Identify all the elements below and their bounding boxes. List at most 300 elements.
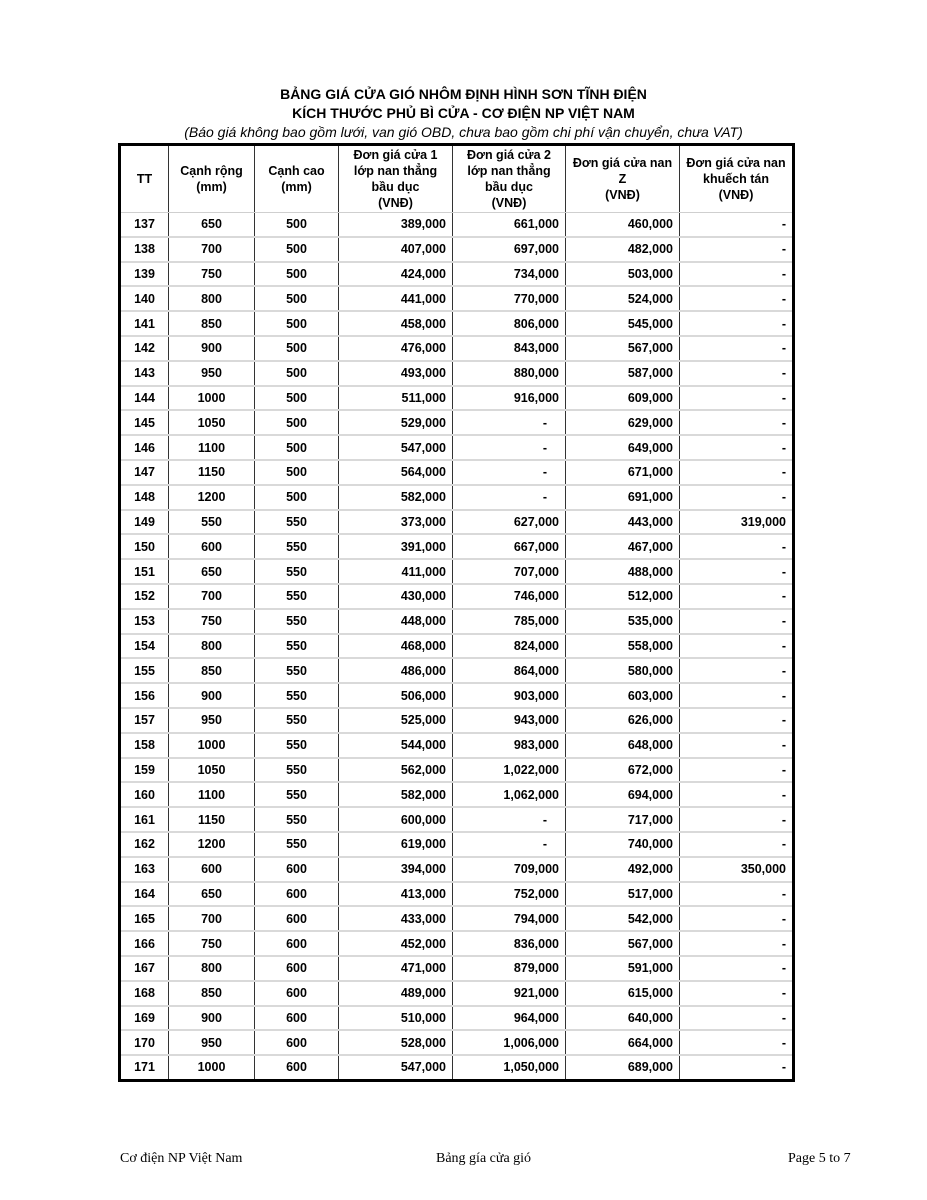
header-price-2-layer — [453, 145, 566, 213]
table-row — [120, 460, 794, 485]
cell-price-diffuser: - — [680, 485, 794, 510]
cell-width: 1100 — [169, 435, 255, 460]
header-price-1-layer — [339, 145, 453, 213]
cell-price-diffuser: - — [680, 931, 794, 956]
cell-width: 800 — [169, 956, 255, 981]
cell-price-z: 467,000 — [566, 534, 680, 559]
cell-price-z: 640,000 — [566, 1006, 680, 1031]
cell-price-2-layer: - — [453, 832, 566, 857]
cell-price-2-layer: 734,000 — [453, 262, 566, 287]
table-row — [120, 609, 794, 634]
table-row — [120, 882, 794, 907]
cell-height: 500 — [255, 361, 339, 386]
cell-tt: 159 — [120, 758, 169, 783]
cell-price-z: 580,000 — [566, 658, 680, 683]
cell-price-2-layer: 770,000 — [453, 286, 566, 311]
cell-price-z: 671,000 — [566, 460, 680, 485]
cell-width: 650 — [169, 559, 255, 584]
cell-price-1-layer: 525,000 — [339, 708, 453, 733]
cell-tt: 154 — [120, 634, 169, 659]
cell-price-1-layer: 441,000 — [339, 286, 453, 311]
table-row — [120, 559, 794, 584]
cell-price-diffuser: - — [680, 361, 794, 386]
table-row — [120, 906, 794, 931]
cell-price-diffuser: - — [680, 956, 794, 981]
cell-price-diffuser: - — [680, 981, 794, 1006]
cell-price-2-layer: 794,000 — [453, 906, 566, 931]
table-row — [120, 1006, 794, 1031]
cell-price-diffuser: - — [680, 882, 794, 907]
cell-height: 550 — [255, 534, 339, 559]
cell-price-z: 629,000 — [566, 410, 680, 435]
header-text-line: (VNĐ) — [491, 196, 527, 210]
cell-tt: 155 — [120, 658, 169, 683]
table-row — [120, 658, 794, 683]
cell-price-z: 488,000 — [566, 559, 680, 584]
cell-height: 550 — [255, 634, 339, 659]
cell-tt: 165 — [120, 906, 169, 931]
cell-width: 950 — [169, 361, 255, 386]
cell-height: 550 — [255, 807, 339, 832]
cell-width: 700 — [169, 906, 255, 931]
cell-price-1-layer: 582,000 — [339, 485, 453, 510]
cell-tt: 167 — [120, 956, 169, 981]
cell-price-z: 691,000 — [566, 485, 680, 510]
cell-tt: 163 — [120, 857, 169, 882]
header-text-line: (VNĐ) — [378, 196, 413, 210]
cell-price-1-layer: 529,000 — [339, 410, 453, 435]
header-text-line: bầu dục — [371, 180, 420, 194]
table-row — [120, 485, 794, 510]
cell-width: 850 — [169, 311, 255, 336]
cell-height: 600 — [255, 906, 339, 931]
cell-price-2-layer: 1,050,000 — [453, 1055, 566, 1080]
table-row — [120, 981, 794, 1006]
cell-price-z: 649,000 — [566, 435, 680, 460]
cell-price-z: 558,000 — [566, 634, 680, 659]
cell-price-diffuser: - — [680, 460, 794, 485]
cell-price-diffuser: - — [680, 286, 794, 311]
cell-price-1-layer: 407,000 — [339, 237, 453, 262]
cell-price-2-layer: 667,000 — [453, 534, 566, 559]
cell-price-2-layer: 879,000 — [453, 956, 566, 981]
document-title-block — [0, 85, 927, 142]
cell-price-diffuser: 319,000 — [680, 510, 794, 535]
cell-price-1-layer: 413,000 — [339, 882, 453, 907]
table-row — [120, 1055, 794, 1080]
cell-price-1-layer: 544,000 — [339, 733, 453, 758]
cell-width: 600 — [169, 534, 255, 559]
cell-height: 600 — [255, 857, 339, 882]
cell-price-2-layer: 864,000 — [453, 658, 566, 683]
cell-width: 850 — [169, 658, 255, 683]
cell-price-z: 545,000 — [566, 311, 680, 336]
cell-price-diffuser: - — [680, 758, 794, 783]
cell-price-z: 609,000 — [566, 386, 680, 411]
table-row — [120, 534, 794, 559]
cell-price-z: 460,000 — [566, 213, 680, 237]
cell-price-2-layer: 697,000 — [453, 237, 566, 262]
cell-height: 500 — [255, 386, 339, 411]
cell-price-z: 626,000 — [566, 708, 680, 733]
cell-price-z: 492,000 — [566, 857, 680, 882]
cell-width: 900 — [169, 1006, 255, 1031]
cell-width: 1000 — [169, 733, 255, 758]
cell-tt: 168 — [120, 981, 169, 1006]
cell-width: 650 — [169, 213, 255, 237]
cell-height: 550 — [255, 683, 339, 708]
cell-height: 550 — [255, 832, 339, 857]
cell-price-diffuser: - — [680, 658, 794, 683]
cell-price-2-layer: - — [453, 485, 566, 510]
cell-price-z: 482,000 — [566, 237, 680, 262]
cell-tt: 161 — [120, 807, 169, 832]
cell-width: 700 — [169, 237, 255, 262]
cell-price-z: 535,000 — [566, 609, 680, 634]
cell-price-diffuser: - — [680, 733, 794, 758]
table-row — [120, 807, 794, 832]
cell-height: 500 — [255, 435, 339, 460]
cell-height: 500 — [255, 286, 339, 311]
cell-price-1-layer: 511,000 — [339, 386, 453, 411]
document-title: BẢNG GIÁ CỬA GIÓ NHÔM ĐỊNH HÌNH SƠN TĨNH ĐIỆN — [280, 86, 647, 102]
cell-width: 750 — [169, 262, 255, 287]
header-text-line: (mm) — [196, 180, 227, 194]
cell-price-1-layer: 600,000 — [339, 807, 453, 832]
cell-price-diffuser: - — [680, 262, 794, 287]
cell-tt: 140 — [120, 286, 169, 311]
cell-tt: 166 — [120, 931, 169, 956]
cell-tt: 171 — [120, 1055, 169, 1080]
header-text-line: Cạnh rộng — [180, 164, 243, 178]
cell-height: 500 — [255, 336, 339, 361]
cell-price-z: 517,000 — [566, 882, 680, 907]
header-text-line: (VNĐ) — [605, 188, 640, 202]
cell-price-1-layer: 510,000 — [339, 1006, 453, 1031]
header-text-line: Đơn giá cửa nan — [572, 156, 673, 170]
header-text-line: Đơn giá cửa 1 — [353, 148, 438, 162]
cell-height: 550 — [255, 758, 339, 783]
cell-width: 1000 — [169, 1055, 255, 1080]
table-row — [120, 683, 794, 708]
cell-price-2-layer: 661,000 — [453, 213, 566, 237]
cell-price-diffuser: - — [680, 435, 794, 460]
cell-price-diffuser: - — [680, 213, 794, 237]
cell-price-2-layer: 806,000 — [453, 311, 566, 336]
cell-height: 600 — [255, 931, 339, 956]
cell-price-2-layer: 1,062,000 — [453, 782, 566, 807]
cell-price-1-layer: 582,000 — [339, 782, 453, 807]
table-row — [120, 510, 794, 535]
table-row — [120, 857, 794, 882]
cell-price-diffuser: - — [680, 683, 794, 708]
cell-price-diffuser: - — [680, 237, 794, 262]
cell-width: 900 — [169, 683, 255, 708]
cell-price-z: 664,000 — [566, 1030, 680, 1055]
table-row — [120, 832, 794, 857]
cell-price-2-layer: 903,000 — [453, 683, 566, 708]
cell-price-1-layer: 493,000 — [339, 361, 453, 386]
cell-price-z: 591,000 — [566, 956, 680, 981]
cell-price-z: 587,000 — [566, 361, 680, 386]
cell-width: 950 — [169, 1030, 255, 1055]
cell-price-1-layer: 547,000 — [339, 435, 453, 460]
cell-width: 600 — [169, 857, 255, 882]
header-text-line: Đơn giá cửa nan — [686, 156, 786, 170]
cell-price-1-layer: 506,000 — [339, 683, 453, 708]
cell-tt: 158 — [120, 733, 169, 758]
header-text-line: (VNĐ) — [718, 188, 754, 202]
cell-width: 800 — [169, 634, 255, 659]
cell-price-z: 694,000 — [566, 782, 680, 807]
table-row — [120, 237, 794, 262]
cell-price-diffuser: - — [680, 336, 794, 361]
cell-price-z: 542,000 — [566, 906, 680, 931]
cell-tt: 151 — [120, 559, 169, 584]
cell-tt: 170 — [120, 1030, 169, 1055]
table-row — [120, 286, 794, 311]
cell-tt: 148 — [120, 485, 169, 510]
cell-width: 1150 — [169, 460, 255, 485]
cell-price-diffuser: - — [680, 1006, 794, 1031]
cell-tt: 145 — [120, 410, 169, 435]
cell-price-1-layer: 394,000 — [339, 857, 453, 882]
cell-price-1-layer: 458,000 — [339, 311, 453, 336]
price-table — [118, 143, 795, 1082]
header-text-line: bầu dục — [485, 180, 533, 194]
cell-tt: 142 — [120, 336, 169, 361]
cell-height: 550 — [255, 510, 339, 535]
cell-tt: 160 — [120, 782, 169, 807]
cell-price-z: 740,000 — [566, 832, 680, 857]
cell-tt: 164 — [120, 882, 169, 907]
cell-price-z: 603,000 — [566, 683, 680, 708]
header-tt — [120, 145, 169, 213]
cell-price-diffuser: - — [680, 1055, 794, 1080]
cell-price-1-layer: 430,000 — [339, 584, 453, 609]
table-row — [120, 782, 794, 807]
cell-tt: 137 — [120, 213, 169, 237]
header-text-line: Cạnh cao — [268, 164, 325, 178]
cell-price-diffuser: - — [680, 584, 794, 609]
cell-height: 550 — [255, 559, 339, 584]
header-text-line: lớp nan thẳng — [353, 164, 438, 178]
cell-height: 500 — [255, 262, 339, 287]
cell-tt: 143 — [120, 361, 169, 386]
header-text-line: TT — [136, 172, 153, 186]
cell-height: 500 — [255, 485, 339, 510]
cell-price-2-layer: 752,000 — [453, 882, 566, 907]
cell-width: 750 — [169, 609, 255, 634]
cell-price-z: 567,000 — [566, 336, 680, 361]
cell-price-1-layer: 373,000 — [339, 510, 453, 535]
cell-price-2-layer: 983,000 — [453, 733, 566, 758]
cell-price-diffuser: 350,000 — [680, 857, 794, 882]
cell-height: 500 — [255, 311, 339, 336]
cell-tt: 141 — [120, 311, 169, 336]
cell-price-1-layer: 486,000 — [339, 658, 453, 683]
cell-price-2-layer: 1,006,000 — [453, 1030, 566, 1055]
cell-price-2-layer: 707,000 — [453, 559, 566, 584]
cell-price-z: 524,000 — [566, 286, 680, 311]
cell-price-diffuser: - — [680, 807, 794, 832]
header-text-line: lớp nan thẳng — [467, 164, 551, 178]
header-price-diffuser — [680, 145, 794, 213]
header-text-line: (mm) — [281, 180, 312, 194]
cell-height: 500 — [255, 213, 339, 237]
table-row — [120, 1030, 794, 1055]
cell-tt: 138 — [120, 237, 169, 262]
cell-price-diffuser: - — [680, 311, 794, 336]
header-text-line: Đơn giá cửa 2 — [467, 148, 551, 162]
cell-height: 600 — [255, 981, 339, 1006]
cell-price-z: 689,000 — [566, 1055, 680, 1080]
cell-price-2-layer: 921,000 — [453, 981, 566, 1006]
footer-page-number: Page 5 to 7 — [788, 1151, 851, 1166]
cell-width: 1200 — [169, 485, 255, 510]
cell-width: 900 — [169, 336, 255, 361]
cell-price-diffuser: - — [680, 832, 794, 857]
table-row — [120, 931, 794, 956]
cell-tt: 152 — [120, 584, 169, 609]
table-body — [120, 213, 794, 1081]
table-row — [120, 386, 794, 411]
cell-height: 550 — [255, 584, 339, 609]
cell-tt: 153 — [120, 609, 169, 634]
cell-price-1-layer: 391,000 — [339, 534, 453, 559]
cell-price-z: 648,000 — [566, 733, 680, 758]
cell-price-1-layer: 424,000 — [339, 262, 453, 287]
cell-price-diffuser: - — [680, 410, 794, 435]
cell-width: 700 — [169, 584, 255, 609]
cell-price-2-layer: 943,000 — [453, 708, 566, 733]
cell-width: 1150 — [169, 807, 255, 832]
header-text-line: khuếch tán — [703, 172, 769, 186]
cell-width: 1050 — [169, 758, 255, 783]
cell-tt: 149 — [120, 510, 169, 535]
cell-price-1-layer: 562,000 — [339, 758, 453, 783]
table-row — [120, 361, 794, 386]
cell-price-1-layer: 528,000 — [339, 1030, 453, 1055]
cell-width: 1100 — [169, 782, 255, 807]
cell-price-1-layer: 452,000 — [339, 931, 453, 956]
cell-price-2-layer: 964,000 — [453, 1006, 566, 1031]
cell-width: 950 — [169, 708, 255, 733]
table-header-row — [120, 145, 794, 213]
cell-width: 1050 — [169, 410, 255, 435]
cell-price-diffuser: - — [680, 1030, 794, 1055]
cell-width: 800 — [169, 286, 255, 311]
cell-price-2-layer: 824,000 — [453, 634, 566, 659]
table-row — [120, 435, 794, 460]
cell-price-diffuser: - — [680, 559, 794, 584]
cell-price-2-layer: 709,000 — [453, 857, 566, 882]
cell-tt: 147 — [120, 460, 169, 485]
footer-company: Cơ điện NP Việt Nam — [120, 1151, 243, 1166]
cell-price-diffuser: - — [680, 386, 794, 411]
table-row — [120, 733, 794, 758]
cell-price-z: 567,000 — [566, 931, 680, 956]
header-text-line: Z — [618, 172, 627, 186]
cell-price-2-layer: 836,000 — [453, 931, 566, 956]
table-row — [120, 956, 794, 981]
cell-height: 600 — [255, 882, 339, 907]
cell-price-1-layer: 476,000 — [339, 336, 453, 361]
cell-price-2-layer: - — [453, 460, 566, 485]
cell-width: 850 — [169, 981, 255, 1006]
cell-tt: 162 — [120, 832, 169, 857]
cell-price-2-layer: 746,000 — [453, 584, 566, 609]
document-note: (Báo giá không bao gồm lưới, van gió OBD, chưa bao gồm chi phí vận chuyển, chưa VAT) — [184, 124, 743, 140]
table-row — [120, 336, 794, 361]
cell-price-1-layer: 489,000 — [339, 981, 453, 1006]
cell-height: 550 — [255, 609, 339, 634]
cell-height: 600 — [255, 1006, 339, 1031]
table-row — [120, 311, 794, 336]
cell-tt: 150 — [120, 534, 169, 559]
cell-width: 550 — [169, 510, 255, 535]
cell-price-diffuser: - — [680, 782, 794, 807]
cell-price-1-layer: 619,000 — [339, 832, 453, 857]
table-row — [120, 410, 794, 435]
cell-price-diffuser: - — [680, 609, 794, 634]
cell-price-1-layer: 564,000 — [339, 460, 453, 485]
header-height — [255, 145, 339, 213]
table-row — [120, 584, 794, 609]
cell-width: 750 — [169, 931, 255, 956]
cell-price-1-layer: 547,000 — [339, 1055, 453, 1080]
header-price-z — [566, 145, 680, 213]
header-width — [169, 145, 255, 213]
cell-height: 550 — [255, 708, 339, 733]
table-row — [120, 262, 794, 287]
cell-price-z: 717,000 — [566, 807, 680, 832]
cell-height: 500 — [255, 460, 339, 485]
cell-height: 600 — [255, 1055, 339, 1080]
cell-price-1-layer: 448,000 — [339, 609, 453, 634]
table-row — [120, 634, 794, 659]
cell-price-2-layer: 916,000 — [453, 386, 566, 411]
cell-price-2-layer: - — [453, 435, 566, 460]
cell-price-2-layer: 785,000 — [453, 609, 566, 634]
cell-price-2-layer: - — [453, 410, 566, 435]
cell-price-diffuser: - — [680, 708, 794, 733]
cell-width: 1000 — [169, 386, 255, 411]
cell-height: 500 — [255, 410, 339, 435]
cell-height: 550 — [255, 782, 339, 807]
cell-price-2-layer: 843,000 — [453, 336, 566, 361]
cell-price-z: 672,000 — [566, 758, 680, 783]
cell-price-diffuser: - — [680, 634, 794, 659]
cell-height: 500 — [255, 237, 339, 262]
footer-doc-title: Bảng gía cửa gió — [436, 1151, 532, 1166]
cell-price-1-layer: 411,000 — [339, 559, 453, 584]
cell-price-z: 512,000 — [566, 584, 680, 609]
cell-height: 550 — [255, 658, 339, 683]
cell-price-2-layer: 1,022,000 — [453, 758, 566, 783]
cell-price-1-layer: 389,000 — [339, 213, 453, 237]
cell-price-1-layer: 471,000 — [339, 956, 453, 981]
cell-price-1-layer: 468,000 — [339, 634, 453, 659]
cell-tt: 156 — [120, 683, 169, 708]
cell-width: 650 — [169, 882, 255, 907]
cell-tt: 169 — [120, 1006, 169, 1031]
cell-height: 550 — [255, 733, 339, 758]
cell-price-2-layer: - — [453, 807, 566, 832]
cell-price-2-layer: 627,000 — [453, 510, 566, 535]
cell-price-z: 615,000 — [566, 981, 680, 1006]
cell-tt: 157 — [120, 708, 169, 733]
